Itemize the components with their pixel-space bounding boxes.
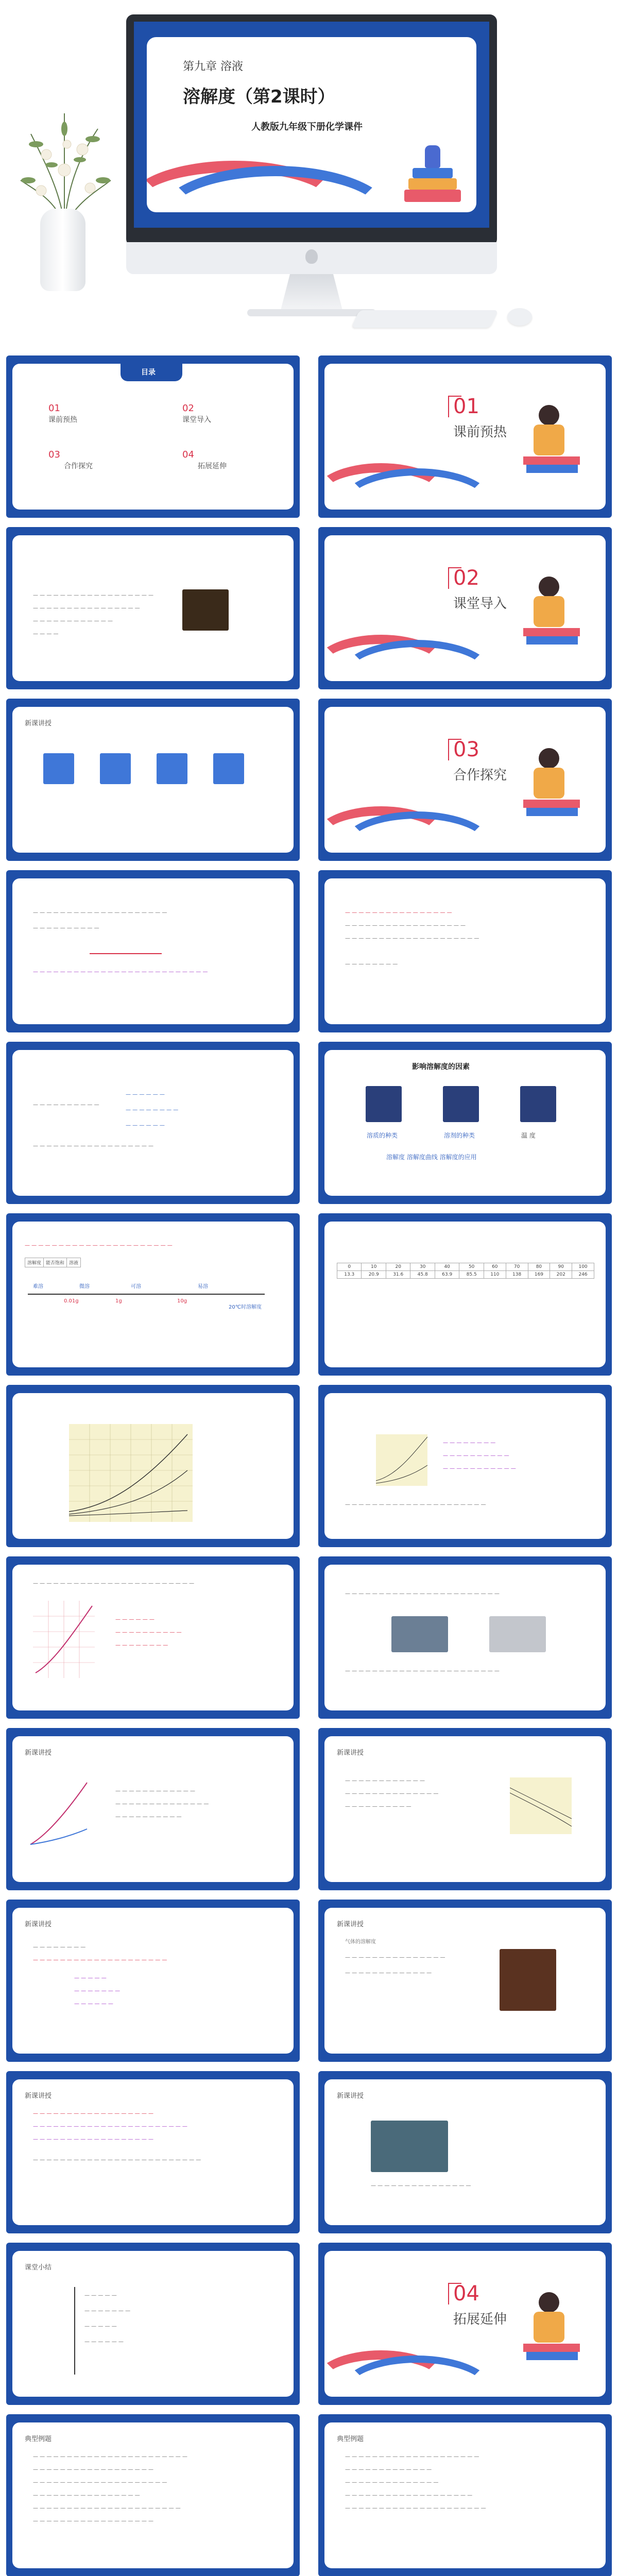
slide-card: 新课讲授 — — — — — — — — — — — — — — — — — — — — — — — — — — — — — — — — — — — — — — — — — — — — — —: [12, 1908, 294, 2054]
slide-new-lesson-2[interactable]: [6, 1728, 300, 1890]
slide-factors[interactable]: [318, 1042, 612, 1204]
slide-heading: 新课讲授: [337, 2092, 364, 2100]
compare-table: 溶解度 能否饱和 溶液: [25, 1258, 81, 1267]
slide-card: 新课讲授 — — — — — — — — — — — — — — — — — — — — — — — — — — — — — — — — — — — —: [324, 1736, 606, 1882]
slide-graph-1[interactable]: [6, 1385, 300, 1547]
slide-card: 典型例题 — — — — — — — — — — — — — — — — — — — — — — — — — — — — — — — — — — — — — — — — — — — — — — — — — — — — — — — — — — — — — — — — — — — — — — — — — — — — — — — — — — — — — — —: [324, 2422, 606, 2568]
slide-gas-solubility[interactable]: [318, 1900, 612, 2062]
solubility-curve-graph: [69, 1424, 193, 1522]
scale-tick-2: 1g: [115, 1298, 122, 1304]
factor-label-1: 溶质的种类: [367, 1132, 398, 1139]
monitor-stand: [281, 274, 342, 310]
slide-card: — — — — — — — — — — — — — — — — — — — — — — — — — — — — — — — — — — — — — — — — — — — — — — — — — — — — — — — — — — — — — —: [324, 878, 606, 1024]
toc-label-4: 拓展延伸: [198, 462, 227, 470]
cola-glass-image: [500, 1949, 556, 2011]
slide-card: [12, 1393, 294, 1539]
slide-data-table[interactable]: [318, 1213, 612, 1376]
cover-chapter: 第九章 溶液: [183, 60, 243, 73]
scale-label-3: 可溶: [131, 1284, 141, 1290]
scale-label-4: 易溶: [198, 1284, 208, 1290]
slide-heading: 新课讲授: [337, 1921, 364, 1928]
slide-heading: 新课讲授: [337, 1749, 364, 1757]
slide-heading: 新课讲授: [25, 1921, 52, 1928]
reading-person-illustration: [523, 743, 585, 820]
slide-card: [324, 535, 606, 681]
toc-label-1: 课前预热: [48, 416, 77, 424]
slide-card: [12, 707, 294, 853]
slide-new-lesson-6[interactable]: [318, 2071, 612, 2233]
slide-text-3[interactable]: [6, 1042, 300, 1204]
slide-card: 新课讲授 — — — — — — — — — — — — — — — — — — — — — — — — — — — — — — — — — — — —: [12, 1736, 294, 1882]
salt-crystal-image: [489, 1616, 546, 1652]
slide-card: [12, 364, 294, 510]
slide-card: 新课讲授 气体的溶解度 — — — — — — — — — — — — — — — — — — — — — — — — — — — —: [324, 1908, 606, 2054]
slide-card: 典型例题 — — — — — — — — — — — — — — — — — — — — — — — — — — — — — — — — — — — — — — — — — — — — — — — — — — — — — — — — — — — — — — — — — — — — — — — — — — — — — — — — — — — — — — — — — — — — — — — — — — — — — — — — — — — — — — — — — — — — —: [12, 2422, 294, 2568]
crystal-image: [182, 589, 229, 631]
keyboard: [351, 310, 499, 328]
slide-new-lesson-3[interactable]: [318, 1728, 612, 1890]
toc-label-3: 合作探究: [64, 462, 93, 470]
slide-summary[interactable]: [6, 2243, 300, 2405]
solubility-table: 0 10 20 30 40 50 60 70 80 90 100 13.3 20.9 31.6 45.8 63.9 85.5 110 138 169 202 246: [337, 1263, 594, 1279]
slide-card: 新课讲授 — — — — — — — — — — — — — — — — — — — — — — — — — — — — — — — — — — — — — — — — — — — — — — — — — — — — — — — — — — — — — — — — — — — — — — — — — — — — — — — — — — — —: [12, 2079, 294, 2225]
mouse: [507, 308, 532, 326]
slide-card: — — — — — — — — — — — — — — — — — — — — — — — — — — — — — — — — — — — — — — — — — — — — — — — —: [12, 1565, 294, 1710]
factor-label-2: 溶剂的种类: [444, 1132, 475, 1139]
hero-section: [0, 0, 618, 355]
slide-new-lesson-4[interactable]: [6, 1900, 300, 2062]
section-label: 合作探究: [453, 768, 507, 783]
plant-illustration: [15, 103, 113, 227]
factors-bottom: 溶解度 溶解度曲线 溶解度的应用: [386, 1154, 477, 1161]
fish-pond-image: [371, 2121, 448, 2172]
section-number: 01: [453, 395, 479, 418]
slide-text-2[interactable]: [318, 870, 612, 1032]
cover-subtitle: 人教版九年级下册化学课件: [251, 122, 363, 132]
slide-card: [324, 1222, 606, 1367]
slide-prewarm[interactable]: [6, 527, 300, 689]
scale-tick-3: 10g: [177, 1298, 187, 1304]
slide-card: 新课讲授 — — — — — — — — — — — — — — —: [324, 2079, 606, 2225]
toc-num-2: 02: [182, 403, 194, 414]
vase: [40, 209, 85, 291]
slide-section-01[interactable]: [318, 355, 612, 518]
slide-text-1[interactable]: [6, 870, 300, 1032]
scale-label-2: 微溶: [79, 1284, 90, 1290]
solubility-curve-pink: [33, 1601, 95, 1678]
scale-tick-1: 0.01g: [64, 1298, 79, 1304]
toc-num-4: 04: [182, 449, 194, 460]
slide-card: 课堂小结 — — — — — — — — — — — — — — — — — — — — — — —: [12, 2251, 294, 2397]
toc-label-2: 课堂导入: [182, 416, 211, 424]
section-label: 课前预热: [453, 425, 507, 440]
slide-example-2[interactable]: [318, 2414, 612, 2576]
slide-card: [324, 2251, 606, 2397]
toc-title: 目录: [141, 368, 156, 377]
slide-card: — — — — — — — — — — — — — — — — — — — — — — — — — — — — — — — — — — — — — — — — — — — — — — — — — —: [324, 1393, 606, 1539]
slide-images[interactable]: [318, 1556, 612, 1719]
factors-title: 影响溶解度的因素: [412, 1063, 470, 1071]
section-number: 03: [453, 738, 479, 761]
slide-heading: 新课讲授: [25, 720, 52, 727]
slide-scale[interactable]: [6, 1213, 300, 1376]
section-label: 课堂导入: [453, 596, 507, 612]
slide-card: — — — — — — — — — — — — — — — — — — — — — — — — — — — — — — — — — — — — — — — — — — — — — — — — — —: [12, 535, 294, 681]
cover-title: 溶解度（第2课时）: [183, 87, 335, 107]
slide-graph-3[interactable]: [6, 1556, 300, 1719]
slide-heading: 课堂小结: [25, 2264, 52, 2272]
section-label: 拓展延伸: [453, 2312, 507, 2327]
section-number: 02: [453, 566, 479, 590]
slide-card: [324, 1050, 606, 1196]
slide-new-lesson-5[interactable]: [6, 2071, 300, 2233]
slide-heading: 典型例题: [337, 2435, 364, 2443]
slide-section-02[interactable]: [318, 527, 612, 689]
slide-graph-2[interactable]: [318, 1385, 612, 1547]
slide-section-03[interactable]: [318, 699, 612, 861]
slide-heading: 新课讲授: [25, 1749, 52, 1757]
slide-card: — — — — — — — — — — — — — — — — — — — — — — — — — — — — — — — — — — — — — — — — — — — — — — — —: [12, 1050, 294, 1196]
toc-num-3: 03: [48, 449, 60, 460]
reading-person-illustration: [523, 2287, 585, 2364]
slide-card: [324, 707, 606, 853]
slide-heading: 典型例题: [25, 2435, 52, 2443]
slide-card: — — — — — — — — — — — — — — — — — — — — — — — — — — — — — — — — — — — — — — — — — — — — — —: [324, 1565, 606, 1710]
slide-section-04[interactable]: [318, 2243, 612, 2405]
slide-card: — — — — — — — — — — — — — — — — — — — — — — 溶解度 能否饱和 溶液 难溶 微溶 可溶 易溶 0.01g 1g 10g 20℃时溶解度: [12, 1222, 294, 1367]
section-number: 04: [453, 2282, 479, 2306]
slide-card: — — — — — — — — — — — — — — — — — — — — — — — — — — — — — — — — — — — — — — — — — — — — — — — — — — — — — — — —: [12, 878, 294, 1024]
factor-label-3: 温 度: [521, 1132, 536, 1139]
gas-solubility-label: 气体的溶解度: [345, 1939, 376, 1945]
slide-toc[interactable]: [6, 355, 300, 518]
slide-new-lesson-1[interactable]: [6, 699, 300, 861]
solubility-curve-small: [376, 1434, 427, 1486]
slide-card: [324, 364, 606, 510]
slide-heading: 新课讲授: [25, 2092, 52, 2100]
reading-person-illustration: [523, 571, 585, 649]
slide-example-1[interactable]: [6, 2414, 300, 2576]
apple-logo-icon: [305, 249, 318, 264]
salt-field-image: [391, 1616, 448, 1652]
scale-label-1: 难溶: [33, 1284, 43, 1290]
toc-num-1: 01: [48, 403, 60, 414]
solubility-line-label: 20℃时溶解度: [229, 1304, 262, 1310]
monitor-screen: [134, 22, 489, 228]
reading-person-illustration: [523, 400, 585, 477]
